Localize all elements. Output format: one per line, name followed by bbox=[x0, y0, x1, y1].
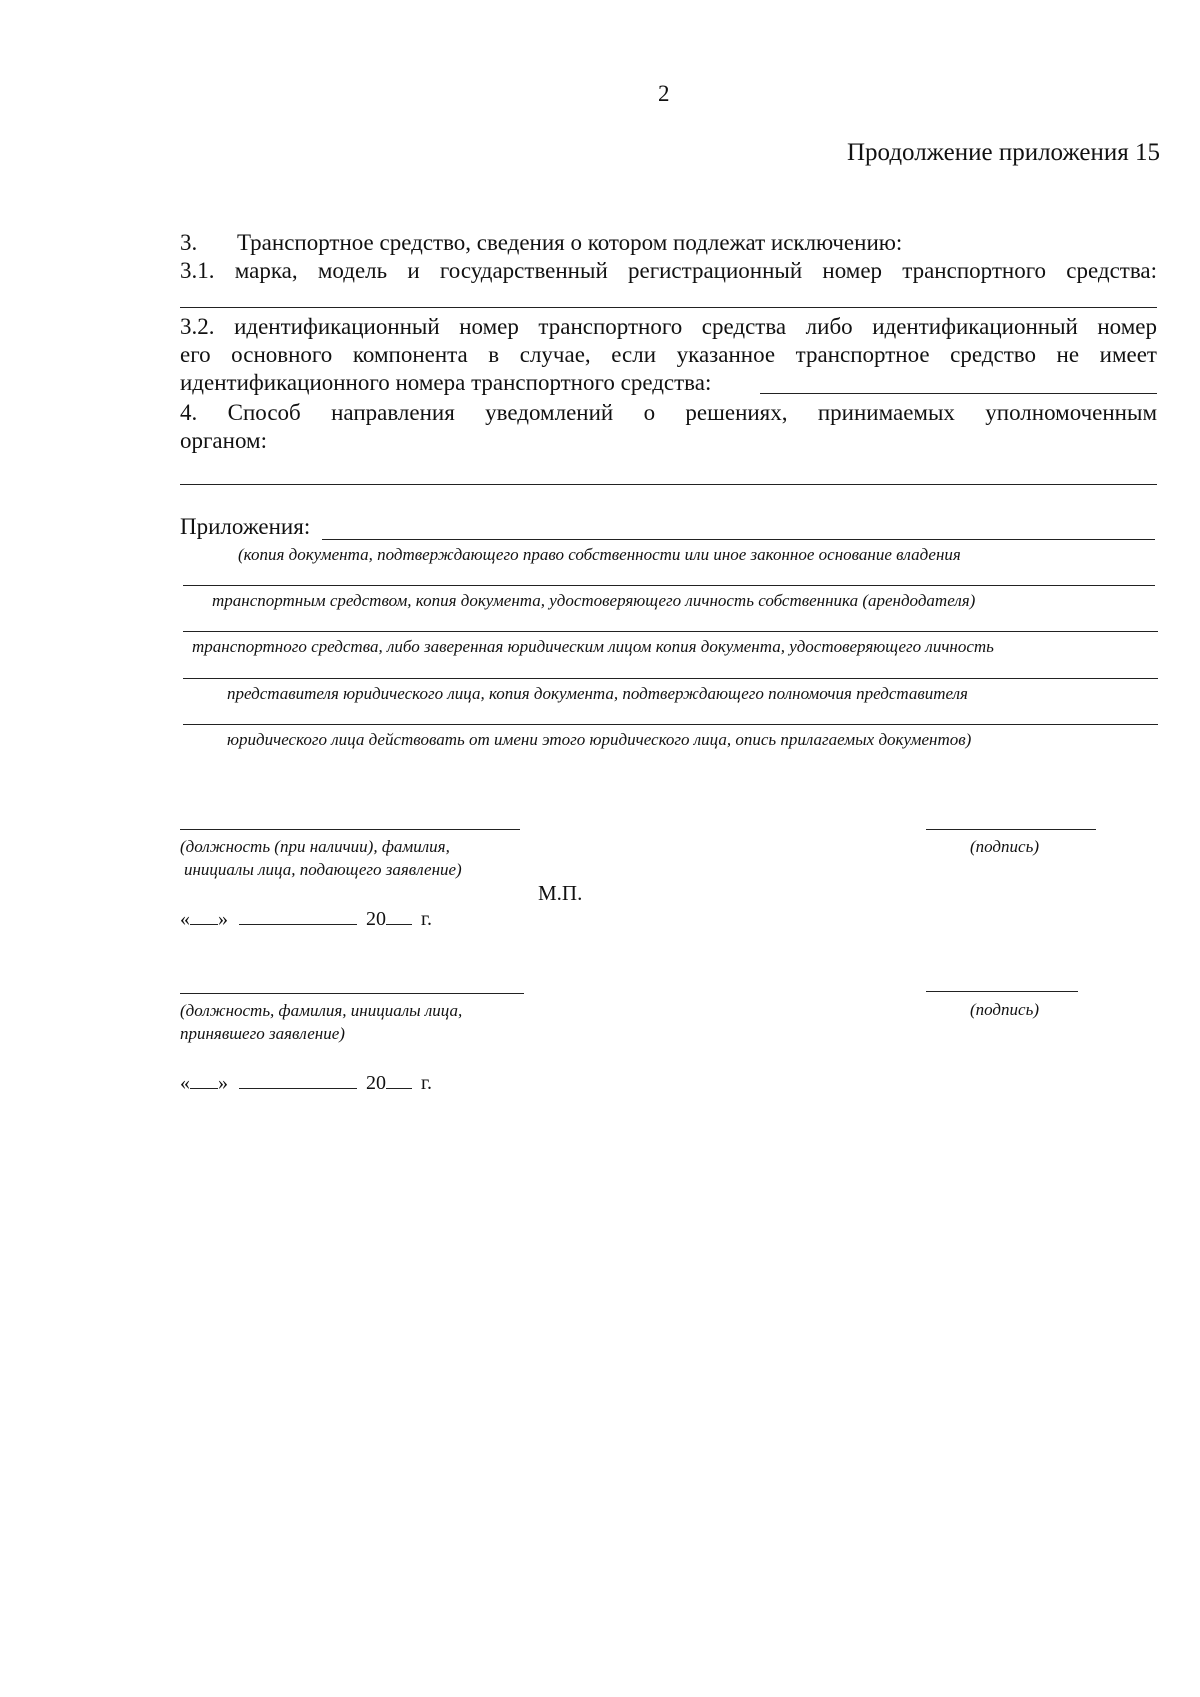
section-3-text: Транспортное средство, сведения о котором подлежат исключению: bbox=[237, 230, 903, 255]
acceptor-month-field[interactable] bbox=[239, 1068, 357, 1089]
applicant-caption-2: инициалы лица, подающего заявление) bbox=[184, 860, 462, 879]
notification-method-field[interactable] bbox=[180, 484, 1157, 485]
attachments-field-1[interactable] bbox=[322, 539, 1155, 540]
applicant-signature-field[interactable] bbox=[926, 829, 1096, 830]
applicant-signature-caption: (подпись) bbox=[970, 837, 1039, 856]
page-number: 2 bbox=[658, 81, 670, 106]
section-3-2-line3: идентификационного номера транспортного средства: bbox=[180, 370, 712, 395]
section-3-2-number: 3.2. bbox=[180, 314, 215, 339]
applicant-date bbox=[180, 904, 432, 933]
page-header: Продолжение приложения 15 bbox=[846, 139, 1160, 166]
acceptor-caption-2: принявшего заявление) bbox=[180, 1024, 345, 1043]
section-4-line2: органом: bbox=[180, 428, 267, 453]
section-3-1-text: марка, модель и государственный регистрационный номер транспортного средства: bbox=[234, 258, 1158, 283]
section-4-line1 bbox=[180, 399, 1157, 427]
section-4-number: 4. bbox=[180, 400, 198, 425]
attachments-hint-1: (копия документа, подтверждающего право собственности или иное законное основание владения bbox=[238, 545, 961, 564]
acceptor-date bbox=[180, 1068, 432, 1097]
vehicle-make-model-field[interactable] bbox=[180, 307, 1157, 308]
section-3-2-text-1: идентификационный номер транспортного средства либо идентификационный номер bbox=[234, 314, 1158, 339]
section-3-number: 3. bbox=[180, 230, 198, 255]
applicant-year-prefix: 20 bbox=[366, 908, 386, 930]
section-3-2-line2: его основного компонента в случае, если указанное транспортное средство не имеет bbox=[180, 342, 1157, 367]
applicant-year-suffix: г. bbox=[421, 908, 432, 930]
acceptor-signature-field[interactable] bbox=[926, 991, 1078, 992]
attachments-field-5[interactable] bbox=[183, 724, 1158, 725]
attachments-hint-3: транспортного средства, либо заверенная юридическим лицом копия документа, удостоверяющего личность bbox=[192, 637, 994, 656]
applicant-date-open-quote: « bbox=[180, 908, 190, 930]
applicant-year-field[interactable] bbox=[386, 904, 412, 925]
acceptor-date-close-quote: » bbox=[218, 1072, 228, 1094]
section-4-text-1: Способ направления уведомлений о решениях, принимаемых уполномоченным bbox=[227, 400, 1158, 425]
vin-field[interactable] bbox=[760, 393, 1157, 394]
acceptor-signature-caption: (подпись) bbox=[970, 1000, 1039, 1019]
section-3-1-number: 3.1. bbox=[180, 258, 215, 283]
applicant-month-field[interactable] bbox=[239, 904, 357, 925]
attachments-hint-2: транспортным средством, копия документа, удостоверяющего личность собственника (арендодателя) bbox=[212, 591, 976, 610]
attachments-label: Приложения: bbox=[180, 514, 311, 539]
acceptor-name-field[interactable] bbox=[180, 993, 524, 994]
attachments-field-3[interactable] bbox=[183, 631, 1158, 632]
attachments-hint-4: представителя юридического лица, копия документа, подтверждающего полномочия представителя bbox=[227, 684, 968, 703]
acceptor-caption-1: (должность, фамилия, инициалы лица, bbox=[180, 1001, 463, 1020]
applicant-caption-1: (должность (при наличии), фамилия, bbox=[180, 837, 450, 856]
acceptor-year-suffix: г. bbox=[421, 1072, 432, 1094]
applicant-date-close-quote: » bbox=[218, 908, 228, 930]
acceptor-year-field[interactable] bbox=[386, 1068, 412, 1089]
applicant-day-field[interactable] bbox=[190, 904, 218, 925]
attachments-field-2[interactable] bbox=[183, 585, 1155, 586]
attachments-field-4[interactable] bbox=[183, 678, 1158, 679]
applicant-name-field[interactable] bbox=[180, 829, 520, 830]
section-3-2-line1 bbox=[180, 313, 1157, 341]
acceptor-day-field[interactable] bbox=[190, 1068, 218, 1089]
acceptor-year-prefix: 20 bbox=[366, 1072, 386, 1094]
attachments-hint-5: юридического лица действовать от имени этого юридического лица, опись прилагаемых документов) bbox=[227, 730, 972, 749]
stamp-placeholder: М.П. bbox=[538, 881, 583, 905]
acceptor-date-open-quote: « bbox=[180, 1072, 190, 1094]
section-3-1-line bbox=[180, 257, 1157, 285]
